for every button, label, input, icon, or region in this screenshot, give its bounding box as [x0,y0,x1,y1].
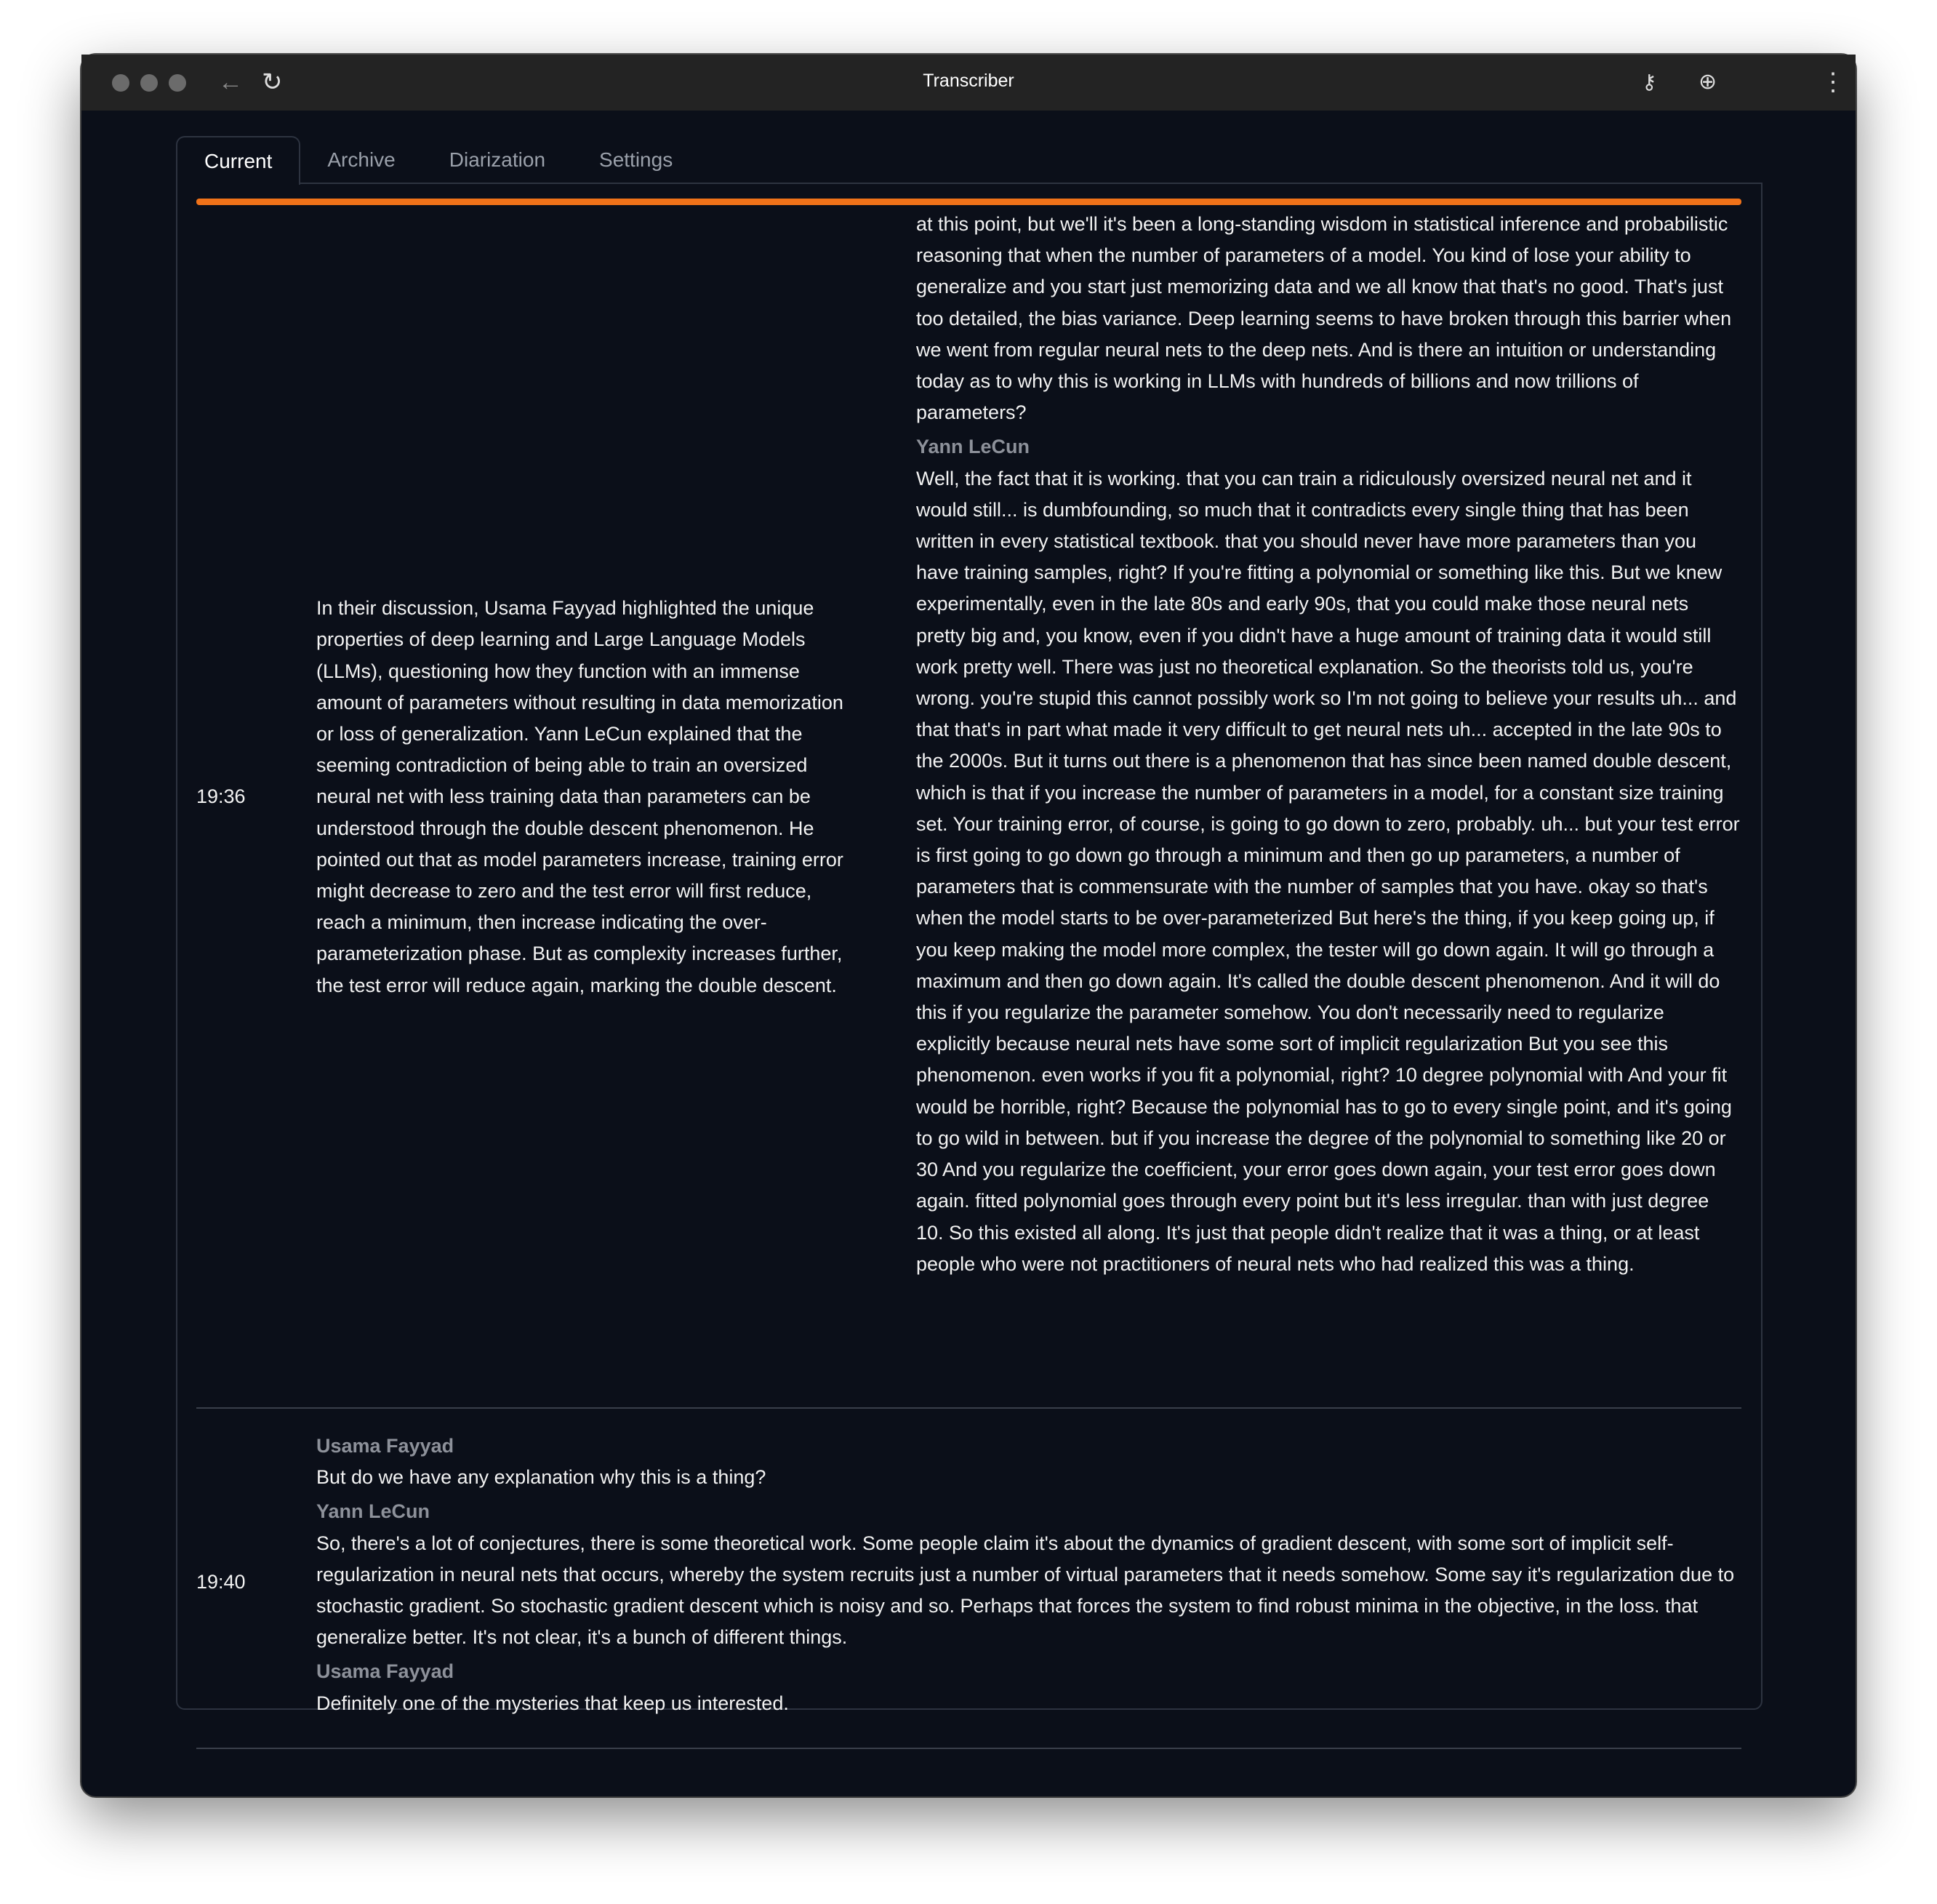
transcript-list[interactable] [196,209,1741,1714]
progress-bar [196,199,1741,205]
window-title: Transcriber [923,71,1014,91]
summary-text [316,209,869,1385]
timestamp: 19:36 [196,785,246,808]
app-window [81,55,1856,1796]
reload-icon[interactable]: ↻ [262,68,283,96]
utterance-text: Definitely one of the mysteries that keep us interested. [316,1692,789,1714]
zoom-in-icon[interactable]: ⊕ [1699,70,1717,94]
summary-paragraph: In their discussion, Usama Fayyad highlighted the unique properties of deep learning and Large Language Models (LLMs), questioning how they function with an immense amount of parameters without resulting in data memorization or loss of generalization. Yann LeCun explained that the seeming contradiction of being able to train an oversized neural net with less training data than parameters can be understood through the double descent phenomenon. He pointed out that as model parameters increase, training error might decrease to zero and the test error will first reduce, reach a minimum, then increase indicating the over-parameterization phase. But as complexity increases further, the test error will reduce again, marking the double descent. [316,597,843,996]
transcript-text [869,209,1741,1385]
utterance-text: So, there's a lot of conjectures, there is some theoretical work. Some people claim it's about the dynamics of gradient descent, with some sort of implicit self-regularization in neural nets that occurs, whereby the system recruits just a number of virtual parameters that it needs somehow. Some say it's regularization due to stochastic gradient. So stochastic gradient descent which is noisy and so. Perhaps that forces the system to find robust minima in the objective, in the loss. that generalize better. It's not clear, it's a bunch of different things. [316,1532,1735,1649]
tab-bar [176,136,699,183]
timestamp: 19:40 [196,1571,246,1593]
tab-archive[interactable]: Archive [327,148,396,171]
transcript-text [316,1431,1741,1735]
transcript-row [196,209,1741,1409]
utterance-text: at this point, but we'll it's been a long-standing wisdom in statistical inference and probabilistic reasoning that when the number of parameters of a model. You kind of lose your ability to generalize and you start just memorizing data and we all know that that's no good. That's just too detailed, the bias variance. Deep learning seems to have broken through this barrier when we went from regular neural nets to the deep nets. And is there an intuition or understanding today as to why this is working in LLMs with hundreds of billions and now trillions of parameters? [916,213,1732,424]
speaker-name: Usama Fayyad [316,1660,454,1683]
tab-current[interactable]: Current [176,136,300,185]
utterance-text: But do we have any explanation why this is a thing? [316,1466,766,1489]
transcript-row [196,1409,1741,1749]
speaker-name: Yann LeCun [316,1500,430,1523]
tab-settings[interactable]: Settings [599,148,673,171]
utterance-text: Well, the fact that it is working. that you can train a ridiculously oversized neural net and it would still... is dumbfounding, so much that it contradicts every single thing that has been written in every statistical textbook. that you should never have more parameters than you have training samples, right? If you're fitting a polynomial or something like this. But we knew experimentally, even in the late 80s and early 90s, that you could make those neural nets pretty big and, you know, even if you didn't have a huge amount of training data it would still work pretty well. There was just no theoretical explanation. So the theorists told us, you're wrong. you're stupid this cannot possibly work so I'm not going to believe your results uh... and that that's in part what made it very difficult to get neural nets uh... accepted in the late 90s to the 2000s. But it turns out there is a phenomenon that has since been named double descent, which is that if you increase the number of parameters in a model, for a constant size training set. Your training error, of course, is going to go down to zero, probably. uh... but your test error is first going to go down go through a minimum and then go up parameters, a number of parameters that is commensurate with the number of samples that you have. okay so that's when the model starts to be over-parameterized But here's the thing, if you keep going up, if you keep making the model more complex, the tester will go down again. It will go through a maximum and then go down again. It's called the double descent phenomenon. And it will do this if you regularize the parameter somehow. You don't necessarily need to regularize explicitly because neural nets have some sort of implicit regularization But you see this phenomenon. even works if you fit a polynomial, right? 10 degree polynomial with And your fit would be horrible, right? Because the polynomial has to go to every single point, and it's going to go wild in between. but if you increase the degree of the polynomial to something like 20 or 30 And you regularize the coefficient, your error goes down again, your test error goes down again. fitted polynomial goes through every point but it's less irregular. than with just degree 10. So this existed all along. It's just that people didn't realize that it was a thing, or at least people who were not practitioners of neural nets who had realized this was a thing. [916,467,1740,1275]
back-arrow-icon[interactable]: ← [218,68,243,96]
speaker-name: Yann LeCun [916,436,1030,458]
title-bar [81,55,1856,111]
speaker-name: Usama Fayyad [316,1435,454,1457]
tab-diarization[interactable]: Diarization [449,148,546,171]
more-menu-icon[interactable]: ⋮ [1821,68,1845,96]
key-icon[interactable]: ⚷ [1642,71,1657,93]
